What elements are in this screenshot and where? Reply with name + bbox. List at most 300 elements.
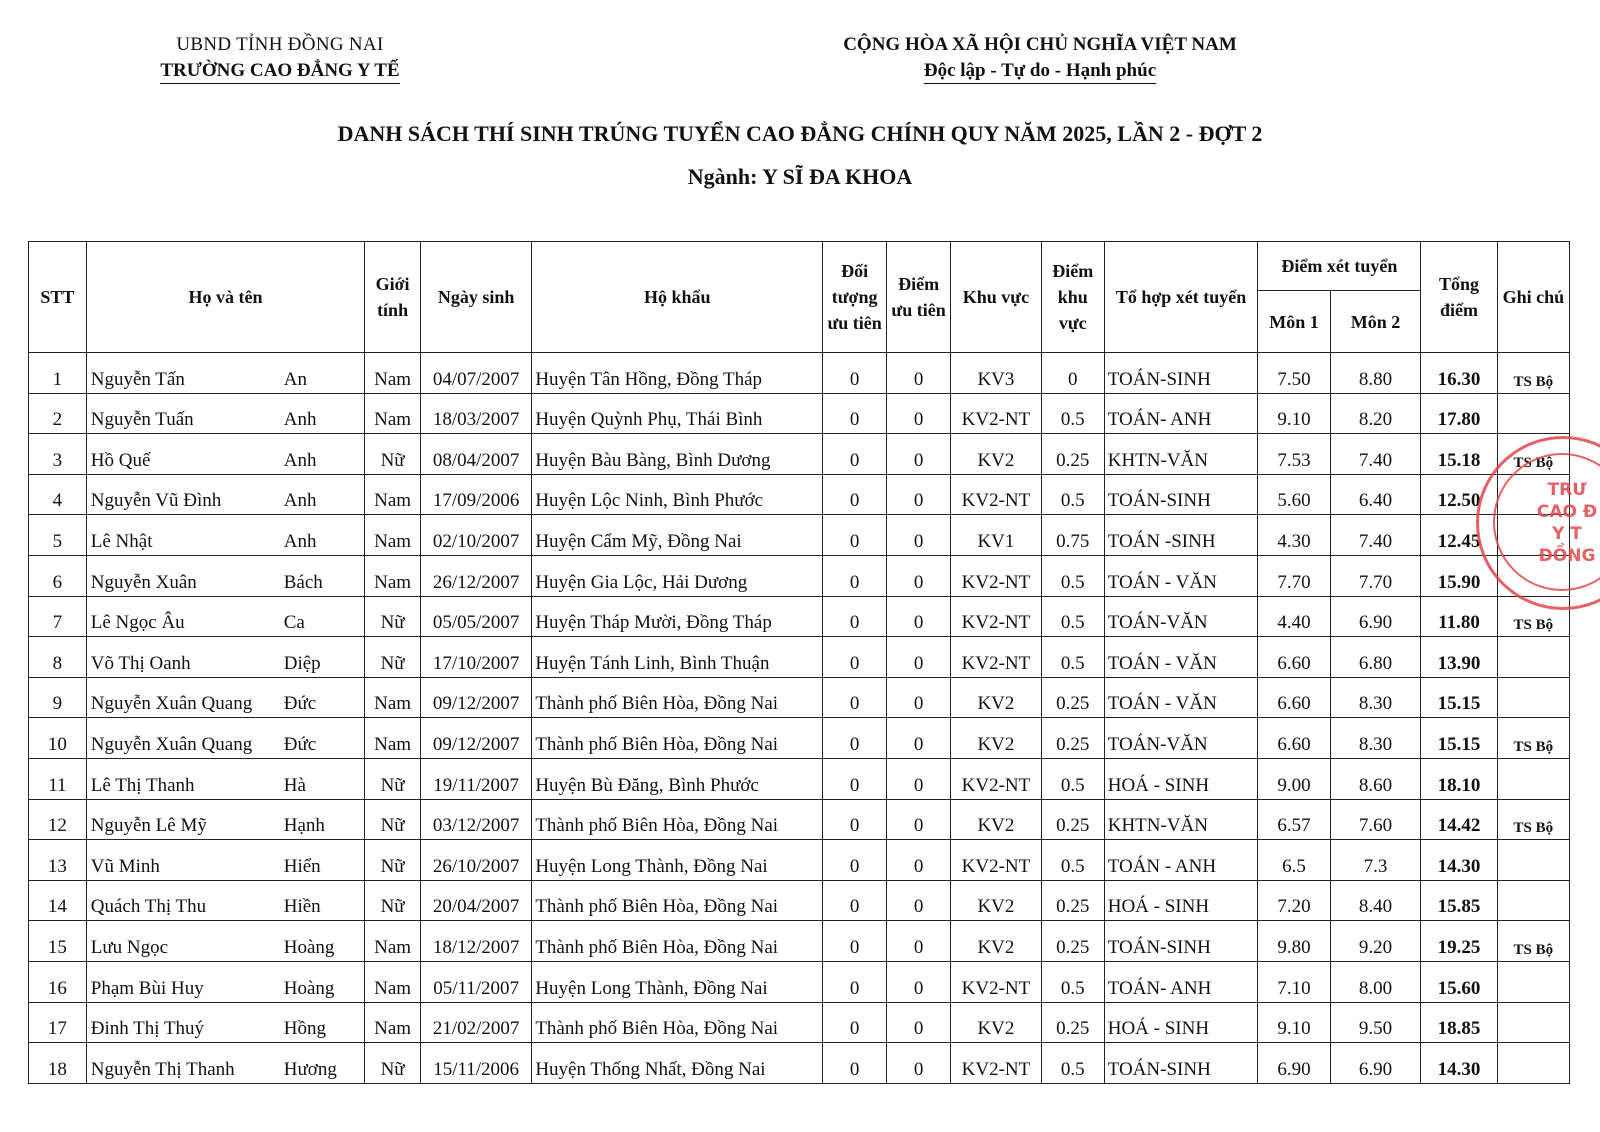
cell-stt: 16 [29, 961, 87, 1002]
cell-dob: 09/12/2007 [420, 677, 531, 718]
given-name: Hạnh [283, 815, 325, 837]
cell-note [1497, 961, 1569, 1002]
national-header [790, 34, 1290, 84]
table-row [29, 718, 1570, 759]
cell-address: Thành phố Biên Hòa, Đồng Nai [532, 921, 823, 962]
cell-region: KV2 [951, 880, 1042, 921]
cell-region: KV2 [951, 921, 1042, 962]
cell-stt: 6 [29, 555, 87, 596]
cell-address: Huyện Gia Lộc, Hải Dương [532, 555, 823, 596]
cell-total: 15.15 [1421, 718, 1497, 759]
cell-name [86, 840, 364, 881]
cell-priority-points: 0 [887, 840, 951, 881]
cell-subject1: 7.70 [1258, 555, 1330, 596]
cell-subject2: 6.80 [1330, 637, 1421, 678]
cell-combo: TOÁN -SINH [1104, 515, 1258, 556]
cell-note [1497, 840, 1569, 881]
cell-total: 15.85 [1421, 880, 1497, 921]
cell-note [1497, 393, 1569, 434]
table-row [29, 921, 1570, 962]
given-name: Bách [283, 571, 323, 593]
cell-total: 19.25 [1421, 921, 1497, 962]
family-name: Lưu Ngọc [90, 936, 169, 958]
cell-region: KV1 [951, 515, 1042, 556]
family-name: Vũ Minh [90, 855, 160, 877]
table-row [29, 596, 1570, 637]
cell-gender: Nữ [365, 1043, 421, 1084]
cell-stt: 2 [29, 393, 87, 434]
cell-note: TS Bộ [1497, 353, 1569, 394]
cell-combo: TOÁN- ANH [1104, 961, 1258, 1002]
cell-gender: Nữ [365, 596, 421, 637]
cell-name [86, 1043, 364, 1084]
cell-subject1: 4.30 [1258, 515, 1330, 556]
cell-priority-group: 0 [823, 921, 887, 962]
cell-total: 18.85 [1421, 1002, 1497, 1043]
cell-priority-group: 0 [823, 434, 887, 475]
cell-priority-group: 0 [823, 637, 887, 678]
cell-subject1: 6.60 [1258, 718, 1330, 759]
cell-region-points: 0.5 [1041, 596, 1104, 637]
cell-region-points: 0.5 [1041, 393, 1104, 434]
col-header-dob: Ngày sinh [420, 242, 531, 353]
cell-gender: Nam [365, 677, 421, 718]
cell-gender: Nữ [365, 434, 421, 475]
cell-subject2: 8.30 [1330, 718, 1421, 759]
cell-region: KV2 [951, 1002, 1042, 1043]
cell-name [86, 677, 364, 718]
cell-region: KV2-NT [951, 1043, 1042, 1084]
cell-priority-group: 0 [823, 515, 887, 556]
cell-note [1497, 1002, 1569, 1043]
cell-subject1: 5.60 [1258, 474, 1330, 515]
cell-stt: 8 [29, 637, 87, 678]
cell-name [86, 758, 364, 799]
given-name: Hoàng [283, 936, 335, 958]
table-row [29, 353, 1570, 394]
cell-stt: 4 [29, 474, 87, 515]
cell-region: KV2-NT [951, 596, 1042, 637]
cell-address: Thành phố Biên Hòa, Đồng Nai [532, 718, 823, 759]
cell-gender: Nam [365, 474, 421, 515]
cell-total: 12.50 [1421, 474, 1497, 515]
cell-dob: 08/04/2007 [420, 434, 531, 475]
cell-subject2: 7.60 [1330, 799, 1421, 840]
cell-priority-group: 0 [823, 596, 887, 637]
cell-region-points: 0.25 [1041, 880, 1104, 921]
given-name: Hồng [283, 1018, 326, 1040]
cell-dob: 26/10/2007 [420, 840, 531, 881]
col-header-note: Ghi chú [1497, 242, 1569, 353]
cell-note [1497, 677, 1569, 718]
cell-note [1497, 474, 1569, 515]
cell-region-points: 0.5 [1041, 637, 1104, 678]
table-row [29, 840, 1570, 881]
cell-priority-group: 0 [823, 880, 887, 921]
cell-combo: TOÁN - VĂN [1104, 555, 1258, 596]
cell-region: KV2-NT [951, 961, 1042, 1002]
cell-name [86, 353, 364, 394]
cell-total: 15.15 [1421, 677, 1497, 718]
official-seal: TRƯ CAO Đ Y T ĐỒNG [1476, 436, 1600, 610]
given-name: Hiển [283, 855, 321, 877]
given-name: Đức [283, 693, 317, 715]
cell-region-points: 0.25 [1041, 677, 1104, 718]
cell-total: 15.90 [1421, 555, 1497, 596]
cell-note [1497, 515, 1569, 556]
cell-subject1: 7.10 [1258, 961, 1330, 1002]
cell-address: Huyện Long Thành, Đồng Nai [532, 840, 823, 881]
family-name: Hồ Quế [90, 449, 151, 471]
table-row [29, 677, 1570, 718]
cell-subject2: 8.20 [1330, 393, 1421, 434]
cell-priority-group: 0 [823, 677, 887, 718]
cell-region-points: 0.5 [1041, 758, 1104, 799]
family-name: Nguyễn Xuân Quang [90, 733, 253, 755]
cell-name [86, 434, 364, 475]
given-name: Anh [283, 449, 317, 471]
cell-combo: HOÁ - SINH [1104, 880, 1258, 921]
family-name: Lê Nhật [90, 530, 153, 552]
cell-address: Huyện Long Thành, Đồng Nai [532, 961, 823, 1002]
cell-priority-points: 0 [887, 434, 951, 475]
cell-gender: Nữ [365, 799, 421, 840]
table-row [29, 515, 1570, 556]
cell-region-points: 0 [1041, 353, 1104, 394]
cell-priority-points: 0 [887, 677, 951, 718]
cell-total: 17.80 [1421, 393, 1497, 434]
cell-subject2: 9.50 [1330, 1002, 1421, 1043]
cell-priority-points: 0 [887, 637, 951, 678]
cell-subject1: 6.60 [1258, 677, 1330, 718]
table-row [29, 393, 1570, 434]
family-name: Nguyễn Xuân [90, 571, 197, 593]
province-name: UBND TỈNH ĐỒNG NAI [176, 34, 384, 55]
cell-dob: 19/11/2007 [420, 758, 531, 799]
cell-combo: HOÁ - SINH [1104, 1002, 1258, 1043]
cell-priority-points: 0 [887, 718, 951, 759]
cell-combo: TOÁN-SINH [1104, 353, 1258, 394]
cell-priority-group: 0 [823, 1043, 887, 1084]
cell-stt: 10 [29, 718, 87, 759]
cell-gender: Nam [365, 1002, 421, 1043]
cell-stt: 15 [29, 921, 87, 962]
cell-name [86, 555, 364, 596]
col-header-name: Họ và tên [86, 242, 364, 353]
cell-dob: 17/10/2007 [420, 637, 531, 678]
cell-region-points: 0.5 [1041, 474, 1104, 515]
cell-dob: 15/11/2006 [420, 1043, 531, 1084]
cell-name [86, 961, 364, 1002]
cell-region-points: 0.5 [1041, 961, 1104, 1002]
given-name: Hoàng [283, 977, 335, 999]
cell-subject1: 9.10 [1258, 1002, 1330, 1043]
cell-subject1: 6.5 [1258, 840, 1330, 881]
given-name: Hương [283, 1058, 337, 1080]
family-name: Lê Thị Thanh [90, 774, 195, 796]
family-name: Đinh Thị Thuý [90, 1018, 205, 1040]
cell-priority-group: 0 [823, 799, 887, 840]
family-name: Võ Thị Oanh [90, 652, 191, 674]
cell-region: KV2 [951, 434, 1042, 475]
table-row [29, 434, 1570, 475]
cell-subject2: 7.3 [1330, 840, 1421, 881]
cell-subject1: 7.20 [1258, 880, 1330, 921]
cell-subject2: 7.40 [1330, 434, 1421, 475]
cell-combo: TOÁN-VĂN [1104, 596, 1258, 637]
col-header-region: Khu vực [951, 242, 1042, 353]
cell-combo: TOÁN-SINH [1104, 921, 1258, 962]
cell-region: KV2-NT [951, 758, 1042, 799]
cell-gender: Nữ [365, 758, 421, 799]
cell-total: 14.30 [1421, 840, 1497, 881]
cell-subject2: 6.90 [1330, 596, 1421, 637]
cell-dob: 05/11/2007 [420, 961, 531, 1002]
cell-dob: 05/05/2007 [420, 596, 531, 637]
cell-address: Huyện Cẩm Mỹ, Đồng Nai [532, 515, 823, 556]
cell-subject2: 9.20 [1330, 921, 1421, 962]
family-name: Nguyễn Lê Mỹ [90, 815, 207, 837]
cell-address: Huyện Tháp Mười, Đồng Tháp [532, 596, 823, 637]
cell-priority-points: 0 [887, 393, 951, 434]
col-header-combo: Tổ hợp xét tuyển [1104, 242, 1258, 353]
cell-note: TS Bộ [1497, 434, 1569, 475]
cell-address: Thành phố Biên Hòa, Đồng Nai [532, 799, 823, 840]
cell-total: 14.42 [1421, 799, 1497, 840]
cell-stt: 5 [29, 515, 87, 556]
document-title: DANH SÁCH THÍ SINH TRÚNG TUYỂN CAO ĐẲNG CHÍNH QUY NĂM 2025, LẦN 2 - ĐỢT 2 [337, 121, 1263, 146]
cell-priority-points: 0 [887, 880, 951, 921]
cell-region: KV2 [951, 677, 1042, 718]
cell-gender: Nam [365, 555, 421, 596]
cell-total: 18.10 [1421, 758, 1497, 799]
cell-combo: KHTN-VĂN [1104, 799, 1258, 840]
col-header-stt: STT [29, 242, 87, 353]
cell-subject1: 7.53 [1258, 434, 1330, 475]
cell-priority-group: 0 [823, 474, 887, 515]
cell-region: KV2-NT [951, 637, 1042, 678]
cell-address: Huyện Quỳnh Phụ, Thái Bình [532, 393, 823, 434]
cell-priority-points: 0 [887, 1043, 951, 1084]
cell-subject2: 7.40 [1330, 515, 1421, 556]
cell-address: Thành phố Biên Hòa, Đồng Nai [532, 1002, 823, 1043]
cell-address: Thành phố Biên Hòa, Đồng Nai [532, 880, 823, 921]
cell-subject2: 8.30 [1330, 677, 1421, 718]
cell-subject2: 7.70 [1330, 555, 1421, 596]
cell-subject1: 9.10 [1258, 393, 1330, 434]
document-subtitle: Ngành: Y SĨ ĐA KHOA [687, 164, 913, 189]
cell-note [1497, 880, 1569, 921]
cell-stt: 1 [29, 353, 87, 394]
cell-gender: Nam [365, 921, 421, 962]
table-row [29, 961, 1570, 1002]
cell-stt: 3 [29, 434, 87, 475]
cell-priority-points: 0 [887, 1002, 951, 1043]
national-title: CỘNG HÒA XÃ HỘI CHỦ NGHĨA VIỆT NAM [843, 34, 1237, 55]
cell-priority-points: 0 [887, 799, 951, 840]
family-name: Nguyễn Tuấn [90, 409, 194, 431]
cell-stt: 14 [29, 880, 87, 921]
cell-region: KV2-NT [951, 555, 1042, 596]
table-row [29, 1002, 1570, 1043]
cell-priority-group: 0 [823, 961, 887, 1002]
cell-name [86, 799, 364, 840]
cell-subject1: 9.00 [1258, 758, 1330, 799]
cell-region-points: 0.25 [1041, 1002, 1104, 1043]
cell-stt: 12 [29, 799, 87, 840]
cell-region: KV2-NT [951, 393, 1042, 434]
cell-priority-points: 0 [887, 474, 951, 515]
cell-region-points: 0.5 [1041, 555, 1104, 596]
col-header-subject1: Môn 1 [1258, 291, 1330, 353]
family-name: Nguyễn Vũ Đình [90, 490, 222, 512]
cell-stt: 13 [29, 840, 87, 881]
cell-total: 15.18 [1421, 434, 1497, 475]
given-name: Hiền [283, 896, 321, 918]
table-row [29, 799, 1570, 840]
cell-address: Huyện Tân Hồng, Đồng Tháp [532, 353, 823, 394]
cell-priority-group: 0 [823, 393, 887, 434]
cell-subject1: 6.60 [1258, 637, 1330, 678]
cell-dob: 21/02/2007 [420, 1002, 531, 1043]
cell-dob: 18/03/2007 [420, 393, 531, 434]
col-header-total: Tổng điểm [1421, 242, 1497, 353]
national-motto: Độc lập - Tự do - Hạnh phúc [924, 60, 1156, 84]
cell-dob: 04/07/2007 [420, 353, 531, 394]
cell-dob: 09/12/2007 [420, 718, 531, 759]
col-header-priority-group: Đối tượng ưu tiên [823, 242, 887, 353]
cell-combo: HOÁ - SINH [1104, 758, 1258, 799]
cell-name [86, 637, 364, 678]
cell-total: 13.90 [1421, 637, 1497, 678]
cell-region-points: 0.25 [1041, 921, 1104, 962]
family-name: Nguyễn Tấn [90, 368, 185, 390]
cell-subject2: 6.90 [1330, 1043, 1421, 1084]
cell-note: TS Bộ [1497, 718, 1569, 759]
cell-address: Thành phố Biên Hòa, Đồng Nai [532, 677, 823, 718]
given-name: An [283, 368, 307, 390]
cell-total: 12.45 [1421, 515, 1497, 556]
col-header-priority-points: Điểm ưu tiên [887, 242, 951, 353]
cell-note: TS Bộ [1497, 921, 1569, 962]
given-name: Hà [283, 774, 306, 796]
cell-subject1: 6.90 [1258, 1043, 1330, 1084]
school-name: TRƯỜNG CAO ĐẲNG Y TẾ [160, 60, 399, 84]
cell-name [86, 596, 364, 637]
admission-table [28, 241, 1570, 1084]
cell-subject1: 9.80 [1258, 921, 1330, 962]
cell-address: Huyện Bù Đăng, Bình Phước [532, 758, 823, 799]
cell-name [86, 880, 364, 921]
family-name: Lê Ngọc Âu [90, 612, 185, 634]
cell-subject1: 4.40 [1258, 596, 1330, 637]
cell-subject1: 7.50 [1258, 353, 1330, 394]
cell-gender: Nam [365, 515, 421, 556]
cell-combo: TOÁN - VĂN [1104, 677, 1258, 718]
given-name: Diệp [283, 652, 321, 674]
cell-note: TS Bộ [1497, 596, 1569, 637]
table-row [29, 474, 1570, 515]
cell-note [1497, 1043, 1569, 1084]
col-header-scores: Điểm xét tuyển [1258, 242, 1421, 291]
col-header-subject2: Môn 2 [1330, 291, 1421, 353]
cell-gender: Nữ [365, 840, 421, 881]
cell-name [86, 1002, 364, 1043]
cell-stt: 17 [29, 1002, 87, 1043]
cell-address: Huyện Bàu Bàng, Bình Dương [532, 434, 823, 475]
cell-region-points: 0.25 [1041, 718, 1104, 759]
cell-gender: Nam [365, 393, 421, 434]
cell-priority-points: 0 [887, 758, 951, 799]
given-name: Anh [283, 490, 317, 512]
cell-note [1497, 555, 1569, 596]
cell-stt: 7 [29, 596, 87, 637]
cell-name [86, 393, 364, 434]
cell-gender: Nữ [365, 637, 421, 678]
cell-stt: 9 [29, 677, 87, 718]
cell-subject1: 6.57 [1258, 799, 1330, 840]
cell-note: TS Bộ [1497, 799, 1569, 840]
cell-region: KV2 [951, 718, 1042, 759]
cell-priority-group: 0 [823, 1002, 887, 1043]
cell-combo: TOÁN-SINH [1104, 474, 1258, 515]
cell-combo: TOÁN-VĂN [1104, 718, 1258, 759]
cell-combo: TOÁN- ANH [1104, 393, 1258, 434]
cell-dob: 03/12/2007 [420, 799, 531, 840]
cell-name [86, 921, 364, 962]
given-name: Ca [283, 612, 305, 634]
col-header-region-points: Điểm khu vực [1041, 242, 1104, 353]
col-header-gender: Giới tính [365, 242, 421, 353]
table-row [29, 758, 1570, 799]
cell-name [86, 515, 364, 556]
cell-subject2: 8.60 [1330, 758, 1421, 799]
cell-note [1497, 637, 1569, 678]
given-name: Anh [283, 409, 317, 431]
cell-subject2: 8.40 [1330, 880, 1421, 921]
cell-combo: KHTN-VĂN [1104, 434, 1258, 475]
cell-dob: 17/09/2006 [420, 474, 531, 515]
cell-combo: TOÁN-SINH [1104, 1043, 1258, 1084]
cell-note [1497, 758, 1569, 799]
cell-priority-points: 0 [887, 921, 951, 962]
cell-dob: 02/10/2007 [420, 515, 531, 556]
cell-combo: TOÁN - VĂN [1104, 637, 1258, 678]
family-name: Nguyễn Xuân Quang [90, 693, 253, 715]
table-row [29, 555, 1570, 596]
col-header-address: Hộ khẩu [532, 242, 823, 353]
family-name: Nguyễn Thị Thanh [90, 1058, 235, 1080]
cell-priority-group: 0 [823, 555, 887, 596]
cell-region-points: 0.5 [1041, 840, 1104, 881]
cell-name [86, 474, 364, 515]
table-row [29, 637, 1570, 678]
cell-region-points: 0.25 [1041, 434, 1104, 475]
cell-region-points: 0.25 [1041, 799, 1104, 840]
cell-gender: Nữ [365, 880, 421, 921]
cell-priority-group: 0 [823, 718, 887, 759]
cell-region: KV2-NT [951, 840, 1042, 881]
cell-total: 15.60 [1421, 961, 1497, 1002]
cell-dob: 20/04/2007 [420, 880, 531, 921]
cell-region-points: 0.75 [1041, 515, 1104, 556]
cell-stt: 11 [29, 758, 87, 799]
cell-subject2: 8.80 [1330, 353, 1421, 394]
cell-gender: Nam [365, 961, 421, 1002]
family-name: Phạm Bùi Huy [90, 977, 204, 999]
cell-priority-group: 0 [823, 840, 887, 881]
cell-total: 11.80 [1421, 596, 1497, 637]
